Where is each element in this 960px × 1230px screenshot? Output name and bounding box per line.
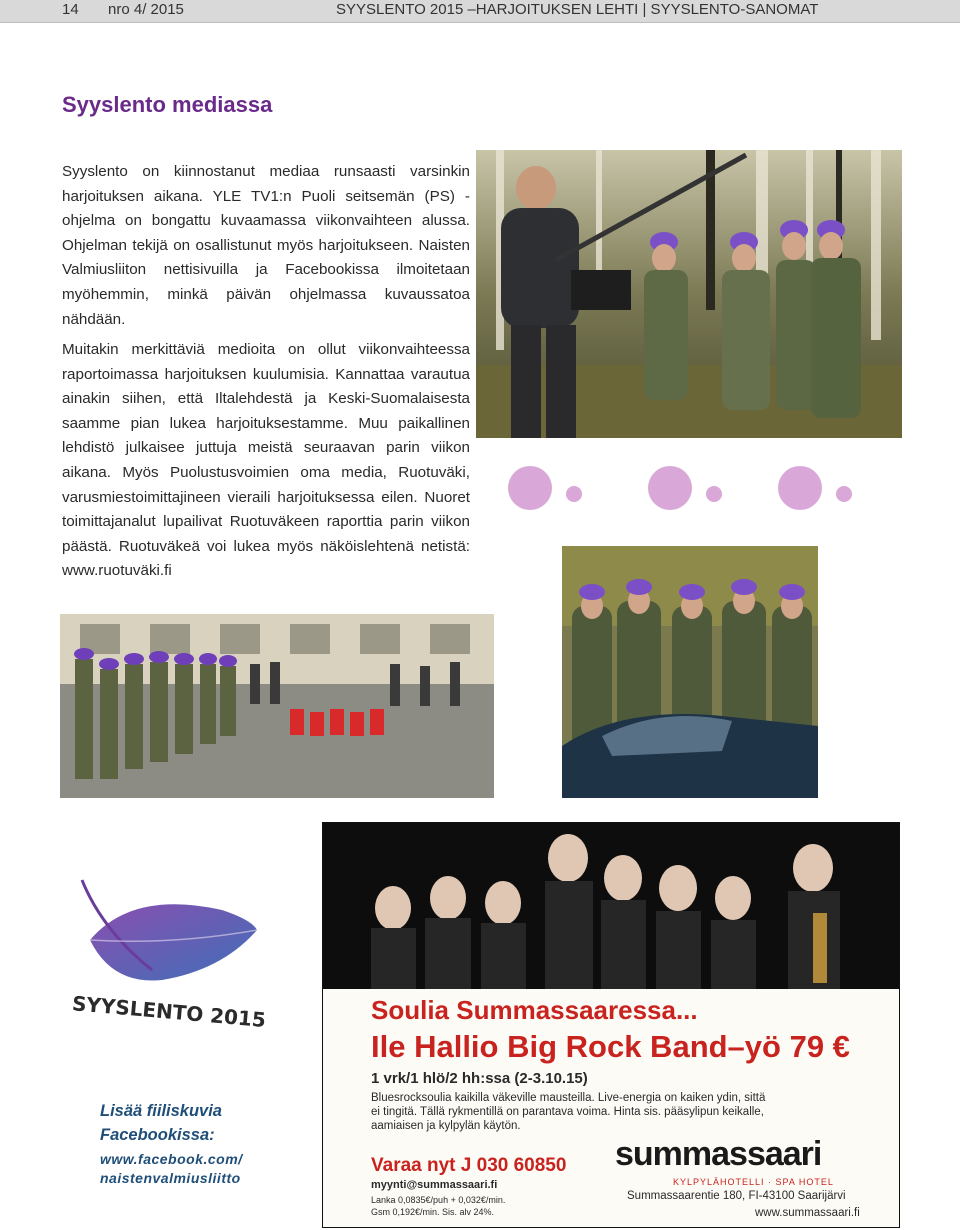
ad-body-3: aamiaisen ja kylpylän käytön. — [371, 1120, 521, 1132]
photo-soldiers-car — [562, 546, 818, 798]
issue-number: nro 4/ 2015 — [108, 1, 184, 18]
ad-body-1: Bluesrocksoulia kaikilla väkeville mausteilla. Live-energia on kaiken ydin, sittä — [371, 1092, 766, 1104]
photo-soldiers-yard — [60, 614, 494, 798]
band-photo — [323, 823, 899, 989]
facebook-heading-1: Lisää fiiliskuvia — [100, 1102, 222, 1120]
leaf-icon — [82, 880, 257, 981]
ad-text-panel — [323, 989, 899, 1227]
ad-brand-subtitle: KYLPYLÄHOTELLI · SPA HOTEL — [673, 1177, 834, 1187]
ad-address: Summassaarentie 180, FI-43100 Saarijärvi — [627, 1190, 846, 1202]
ad-pricing-1: Lanka 0,0835€/puh + 0,032€/min. — [371, 1195, 506, 1205]
ad-subhead: 1 vrk/1 hlö/2 hh:ssa (2-3.10.15) — [371, 1070, 588, 1087]
facebook-heading-2: Facebookissa: — [100, 1126, 215, 1144]
article-paragraph-1: Syyslento on kiinnostanut mediaa runsaasti varsinkin harjoituksen aikana. YLE TV1:n Puoli seitsemän (PS) -ohjelma on bongattu kuvaamassa viikonvaihteen alussa. Ohjelman tekijä on osallistunut myös harjoitukseen. Naisten Valmiusliiton nettisivuilla ja Facebookissa ilmoitetaan myöhemmin, minkä päivän ohjelmassa kuvaussatoa nähdään. — [62, 163, 470, 328]
ad-body-2: ei tingitä. Tällä rykmentillä on parantava voima. Hinta sis. pääsylipun keikalle, — [371, 1106, 764, 1118]
page-number: 14 — [62, 1, 79, 18]
summassaari-advertisement[interactable] — [322, 822, 900, 1228]
ad-brand-name: summassaari — [615, 1135, 822, 1173]
article-title: Syyslento mediassa — [62, 92, 273, 117]
article-paragraph-2: Muitakin merkittäviä medioita on ollut viikonvaihteessa raportoimassa harjoituksen kuulumisia. Kannattaa varautua ainakin siihen, että Iltalehdestä ja Keski-Suomalaisesta saamme pian lukea harjoituksestamme. Muu paikallinen lehdistö julkaisee juttuja meistä seuraavan parin viikon aikana. Myös Puolustusvoimien oma media, Ruotuväki, varusmiestoimittajineen vieraili harjoituksessa eilen. Nuoret toimittajanalut lupailivat Ruotuväkeen raporttia parin viikon päästä. Ruotuväkeä voi lukea myös näköislehtenä netistä: www.ruotuväki.fi — [62, 341, 470, 580]
page-header — [0, 0, 960, 23]
facebook-link-2[interactable]: naistenvalmiusliitto — [100, 1170, 241, 1186]
ad-headline-1: Soulia Summassaaressa... — [371, 995, 698, 1025]
ad-call-to-action[interactable]: Varaa nyt J 030 60850 — [371, 1155, 567, 1176]
facebook-link-1[interactable]: www.facebook.com/ — [100, 1151, 243, 1167]
syyslento-logo — [62, 860, 272, 1035]
ad-pricing-2: Gsm 0,192€/min. Sis. alv 24%. — [371, 1207, 495, 1217]
decorative-dots — [502, 462, 872, 528]
photo-camera-crew — [476, 150, 902, 438]
ad-website[interactable]: www.summassaari.fi — [755, 1207, 860, 1219]
publication-name: SYYSLENTO 2015 –HARJOITUKSEN LEHTI | SYYSLENTO-SANOMAT — [336, 1, 819, 18]
ad-headline-2: Ile Hallio Big Rock Band–yö 79 € — [371, 1029, 850, 1064]
logo-text: SYYSLENTO 2015 — [71, 991, 267, 1033]
ad-email[interactable]: myynti@summassaari.fi — [371, 1179, 498, 1191]
